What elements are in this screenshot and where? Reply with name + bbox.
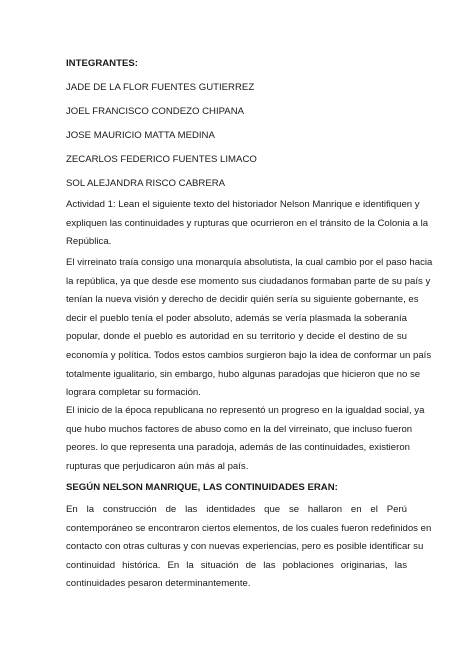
text-line: continuidad histórica. En la situación de las poblaciones originarias, las	[66, 559, 407, 571]
member-name: JOEL FRANCISCO CONDEZO CHIPANA	[66, 106, 245, 117]
text-line: República.	[66, 236, 112, 248]
text-line: que hubo muchos factores de abuso como en la del virreinato, que incluso fueron	[66, 423, 413, 435]
text-line: peores. lo que representa una paradoja, además de las continuidades, existieron	[66, 442, 411, 454]
text-line: decir el pueblo tenía el poder absoluto, además se vería plasmada la soberanía	[66, 312, 407, 324]
continuities-heading: SEGÚN NELSON MANRIQUE, LAS CONTINUIDADES ERAN:	[66, 482, 338, 493]
paragraph-virreinato	[66, 254, 433, 403]
text-line: expliquen las continuidades y rupturas que ocurrieron en el tránsito de la Colonia a la	[66, 217, 429, 229]
text-line: continuidades pesaron determinantemente.	[66, 578, 251, 590]
member-name: SOL ALEJANDRA RISCO CABRERA	[66, 178, 226, 189]
members-heading: INTEGRANTES:	[66, 58, 138, 69]
text-line: Actividad 1: Lean el siguiente texto del historiador Nelson Manrique e identifiquen y	[66, 199, 420, 210]
text-line: contacto con otras culturas y con nuevas experiencias, pero es posible identificar su	[66, 541, 424, 553]
text-line: rupturas que perjudicaron aún más al país.	[66, 460, 249, 472]
text-line: lograra completar su formación.	[66, 387, 201, 399]
text-line: El inicio de la época republicana no representó un progreso en la igualdad social, ya	[66, 405, 425, 416]
text-line: El virreinato traía consigo una monarquía absolutista, la cual cambio por el paso hacia	[66, 257, 433, 268]
text-line: contemporáneo se encontraron ciertos elementos, de los cuales fueron redefinidos en	[66, 522, 432, 534]
paragraph-continuidades	[66, 501, 432, 594]
text-line: economía y política. Todos estos cambios surgieron bajo la idea de conformar un país	[66, 349, 432, 361]
text-line: la república, ya que desde ese momento sus ciudadanos formaban parte de su país y	[66, 275, 431, 287]
member-name: ZECARLOS FEDERICO FUENTES LIMACO	[66, 154, 257, 165]
text-line: popular, donde el pueblo es autoridad en su territorio y decide el destino de su	[66, 331, 407, 343]
paragraph-republica	[66, 402, 425, 476]
text-line: totalmente igualitario, sin embargo, hubo algunas paradojas que hicieron que no se	[66, 368, 421, 380]
text-line: tenían la nueva visión y derecho de decidir quién sería su siguiente gobernante, es	[66, 294, 419, 306]
member-name: JADE DE LA FLOR FUENTES GUTIERREZ	[66, 82, 255, 93]
member-name: JOSE MAURICIO MATTA MEDINA	[66, 130, 215, 141]
activity-instructions	[66, 196, 429, 252]
text-line: En la construcción de las identidades que se hallaron en el Perú	[66, 504, 407, 515]
